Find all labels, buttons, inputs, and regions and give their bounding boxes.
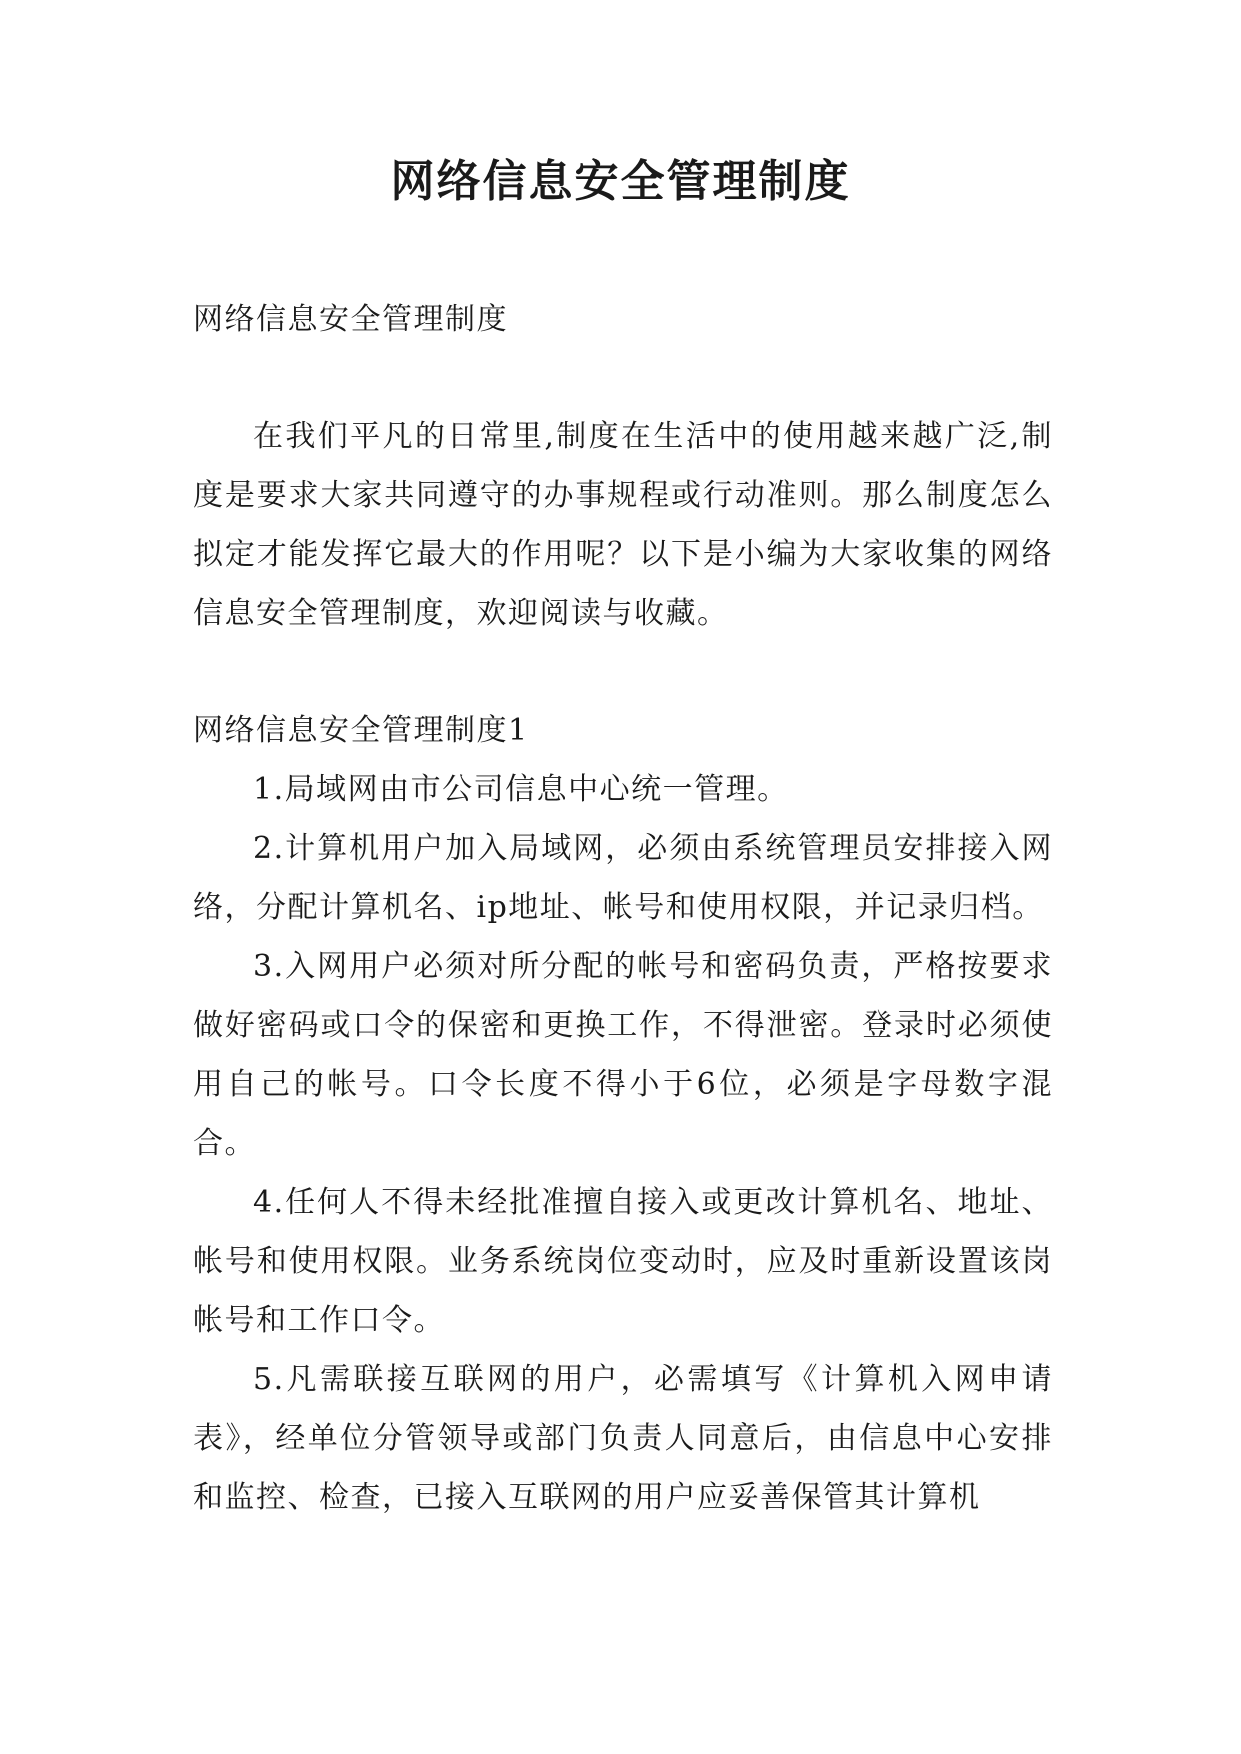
document-title: 网络信息安全管理制度 <box>390 156 851 207</box>
section-heading: 网络信息安全管理制度1 <box>193 713 529 748</box>
list-item: 3.入网用户必须对所分配的帐号和密码负责，严格按要求做好密码或口令的保密和更换工作，不得泄密。登录时必须使用自己的帐号。口令长度不得小于6位，必须是字母数字混合。 <box>193 949 1053 1161</box>
spacer <box>193 643 1053 701</box>
list-item: 1.局域网由市公司信息中心统一管理。 <box>253 772 789 807</box>
document-subtitle: 网络信息安全管理制度 <box>193 302 508 337</box>
document-body <box>193 290 1053 1527</box>
spacer <box>193 349 1053 407</box>
intro-paragraph: 在我们平凡的日常里,制度在生活中的使用越来越广泛,制度是要求大家共同遵守的办事规程或行动准则。那么制度怎么拟定才能发挥它最大的作用呢？以下是小编为大家收集的网络信息安全管理制度，欢迎阅读与收藏。 <box>193 419 1053 631</box>
list-item: 4.任何人不得未经批准擅自接入或更改计算机名、地址、帐号和使用权限。业务系统岗位变动时，应及时重新设置该岗帐号和工作口令。 <box>193 1185 1053 1338</box>
list-item: 5.凡需联接互联网的用户，必需填写《计算机入网申请表》，经单位分管领导或部门负责人同意后，由信息中心安排和监控、检查，已接入互联网的用户应妥善保管其计算机 <box>193 1362 1053 1515</box>
list-item: 2.计算机用户加入局域网，必须由系统管理员安排接入网络，分配计算机名、ip地址、帐号和使用权限，并记录归档。 <box>193 831 1053 925</box>
